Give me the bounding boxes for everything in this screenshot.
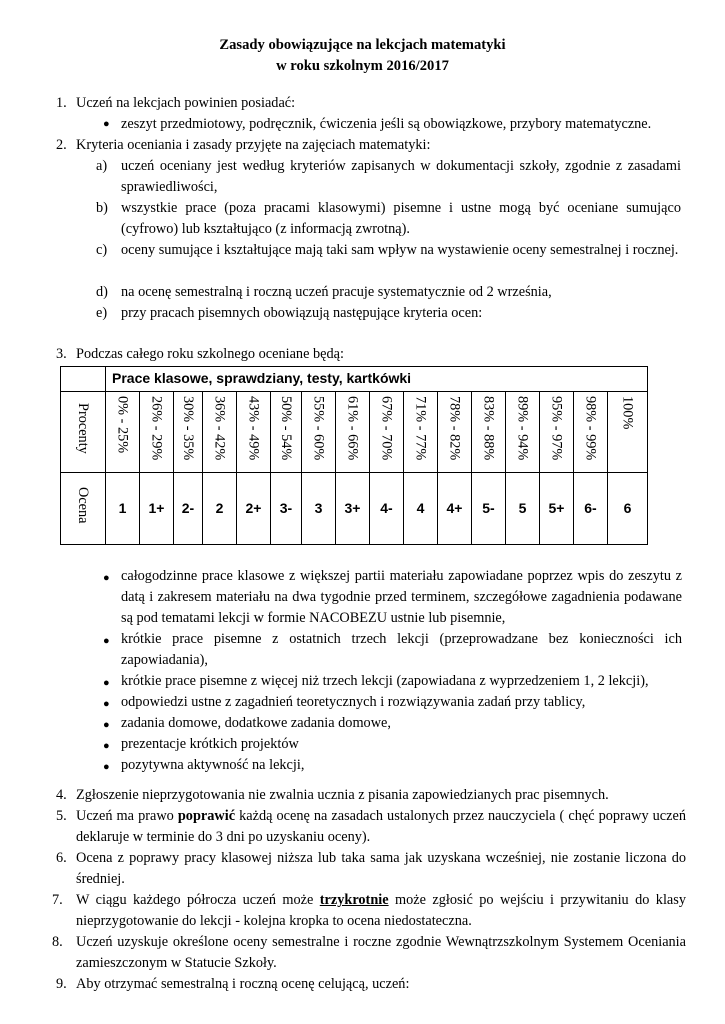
percent-range: 36% - 42% (211, 396, 228, 461)
bullet-icon: ● (103, 761, 110, 773)
percent-range: 78% - 82% (446, 396, 463, 461)
percent-range: 98% - 99% (582, 396, 599, 461)
section-5-number: 5. (56, 808, 67, 824)
page-subtitle: w roku szkolnym 2016/2017 (276, 58, 449, 74)
section-8-number: 8. (52, 934, 63, 950)
section-9-text: Aby otrzymać semestralną i roczną ocenę celującą, uczeń: (76, 976, 410, 992)
section-3-bullet-6: prezentacje krótkich projektów (121, 736, 299, 752)
grading-table (60, 366, 648, 545)
percent-range: 67% - 70% (378, 396, 395, 461)
item-a-label: a) (96, 158, 108, 174)
bullet-icon: ● (103, 572, 110, 584)
item-c-text: oceny sumujące i kształtujące mają taki sam wpływ na wystawienie oceny semestralnej i rocznej. (121, 242, 679, 258)
percent-range: 61% - 66% (344, 396, 361, 461)
grade-cell: 3- (271, 473, 302, 545)
item-d-label: d) (96, 284, 108, 300)
section-1-text: Uczeń na lekcjach powinien posiadać: (76, 95, 296, 111)
grade-cell: 4+ (438, 473, 472, 545)
percent-range: 83% - 88% (480, 396, 497, 461)
section-3-bullet-1: całogodzinne prace klasowe z większej partii materiału zapowiadane poprzez wpis do zeszytu z datą i zakresem materiału na dwa tygodnie przed terminem, szczegółowe zagadnienia podawane są pod tematami lekcji w formie NACOBEZU ustnie lub pisemnie, (121, 568, 682, 627)
section-4-number: 4. (56, 787, 67, 803)
section-2-text: Kryteria oceniania i zasady przyjęte na zajęciach matematyki: (76, 137, 431, 153)
section-3-bullet-4: odpowiedzi ustne z zagadnień teoretycznych i rozwiązywania zadań przy tablicy, (121, 694, 586, 710)
grade-cell: 4 (404, 473, 438, 545)
bullet-icon: ● (103, 698, 110, 710)
table-header: Prace klasowe, sprawdziany, testy, kartkówki (106, 367, 648, 392)
percent-cell (237, 392, 271, 473)
grade-cell: 3+ (336, 473, 370, 545)
bullet-icon: ● (103, 635, 110, 647)
percent-range: 71% - 77% (412, 396, 429, 461)
grade-cell: 4- (370, 473, 404, 545)
percent-range: 55% - 60% (310, 396, 327, 461)
section-7-text (76, 890, 686, 932)
grade-cell: 1 (106, 473, 140, 545)
bullet-icon: ● (103, 677, 110, 689)
grade-cell: 2+ (237, 473, 271, 545)
section-7-bold-word: trzykrotnie (319, 892, 389, 908)
item-e-text: przy pracach pisemnych obowiązują następujące kryteria ocen: (121, 305, 483, 321)
item-e-label: e) (96, 305, 108, 321)
percent-row (61, 392, 648, 473)
percent-row-label: Procenty (75, 402, 91, 454)
item-d-text: na ocenę semestralną i roczną uczeń pracuje systematycznie od 2 września, (121, 284, 552, 300)
percent-range: 89% - 94% (514, 396, 531, 461)
section-1-number: 1. (56, 95, 67, 111)
page-title: Zasady obowiązujące na lekcjach matematyki (219, 37, 506, 53)
section-6-text: Ocena z poprawy pracy klasowej niższa lub taka sama jak uzyskana wcześniej, nie zostanie liczona do średniej. (76, 850, 686, 888)
section-1-bullet: zeszyt przedmiotowy, podręcznik, ćwiczenia jeśli są obowiązkowe, przybory matematyczne. (121, 116, 652, 132)
percent-range: 26% - 29% (148, 396, 165, 461)
grade-cell: 3 (302, 473, 336, 545)
percent-range: 50% - 54% (278, 396, 294, 461)
percent-cell (472, 392, 506, 473)
grade-row-label: Ocena (75, 486, 91, 524)
percent-range: 100% (619, 396, 636, 430)
section-7-number: 7. (52, 892, 63, 908)
section-5-text (76, 806, 686, 848)
section-9-number: 9. (56, 976, 67, 992)
section-5-text-post: każdą ocenę na zasadach ustalonych przez nauczyciela ( chęć poprawy uczeń deklaruje w terminie do 3 dni po uzyskaniu oceny). (76, 808, 686, 846)
item-b-text: wszystkie prace (poza pracami klasowymi) pisemne i ustne mogą być oceniane sumująco (cyfrowo) lub kształtująco (z informacją zwrotną). (121, 200, 681, 238)
section-3-bullet-2: krótkie prace pisemne z ostatnich trzech lekcji (przeprowadzane bez konieczności ich zapowiadania), (121, 631, 682, 669)
table-empty-corner (61, 367, 106, 392)
percent-cell (438, 392, 472, 473)
grade-cell: 2 (203, 473, 237, 545)
percent-cell (271, 392, 302, 473)
bullet-icon: ● (103, 740, 110, 752)
section-7-text-post: może zgłosić po wejściu i przywitaniu do klasy nieprzygotowanie do lekcji - kolejna kropka to ocena niedostateczna. (76, 892, 686, 930)
item-a-text: uczeń oceniany jest według kryteriów zapisanych w dokumentacji szkoły, zgodnie z zasadami sprawiedliwości, (121, 158, 681, 196)
grade-cell: 6- (574, 473, 608, 545)
percent-range: 30% - 35% (180, 396, 196, 461)
section-3-text: Podczas całego roku szkolnego oceniane będą: (76, 346, 344, 362)
percent-row-label-cell (61, 392, 106, 473)
percent-cell (370, 392, 404, 473)
percent-range: 95% - 97% (548, 396, 565, 461)
section-3-bullet-3: krótkie prace pisemne z więcej niż trzech lekcji (zapowiadana z wyprzedzeniem 1, 2 lekcji), (121, 673, 649, 689)
section-4-text: Zgłoszenie nieprzygotowania nie zwalnia ucznia z pisania zapowiedzianych prac pisemnych. (76, 787, 609, 803)
percent-cell (174, 392, 203, 473)
percent-cell (336, 392, 370, 473)
item-b-label: b) (96, 200, 108, 216)
grade-row-label-cell (61, 473, 106, 545)
section-6-number: 6. (56, 850, 67, 866)
percent-cell (140, 392, 174, 473)
bullet-icon: ● (103, 118, 110, 130)
section-5-bold-word: poprawić (177, 808, 236, 824)
section-3-bullet-7: pozytywna aktywność na lekcji, (121, 757, 305, 773)
percent-cell (106, 392, 140, 473)
grade-cell: 5 (506, 473, 540, 545)
percent-cell (506, 392, 540, 473)
bullet-icon: ● (103, 719, 110, 731)
section-3-number: 3. (56, 346, 67, 362)
grade-cell: 5+ (540, 473, 574, 545)
percent-range: 0% - 25% (114, 396, 131, 454)
grade-cell: 5- (472, 473, 506, 545)
grade-cell: 6 (608, 473, 648, 545)
percent-cell (574, 392, 608, 473)
percent-range: 43% - 49% (245, 396, 262, 461)
section-3-bullet-5: zadania domowe, dodatkowe zadania domowe, (121, 715, 391, 731)
grade-cell: 1+ (140, 473, 174, 545)
percent-cell (404, 392, 438, 473)
section-8-text: Uczeń uzyskuje określone oceny semestralne i roczne zgodnie Wewnątrzszkolnym Systemem Oceniania zamieszczonym w Statucie Szkoły. (76, 934, 686, 972)
item-c-label: c) (96, 242, 108, 258)
section-7-text-pre: W ciągu każdego półrocza uczeń może (76, 892, 320, 908)
section-2-number: 2. (56, 137, 67, 153)
percent-cell (608, 392, 648, 473)
section-5-text-pre: Uczeń ma prawo (76, 808, 178, 824)
percent-cell (203, 392, 237, 473)
grade-row (61, 473, 648, 545)
percent-cell (540, 392, 574, 473)
grade-cell: 2- (174, 473, 203, 545)
percent-cell (302, 392, 336, 473)
